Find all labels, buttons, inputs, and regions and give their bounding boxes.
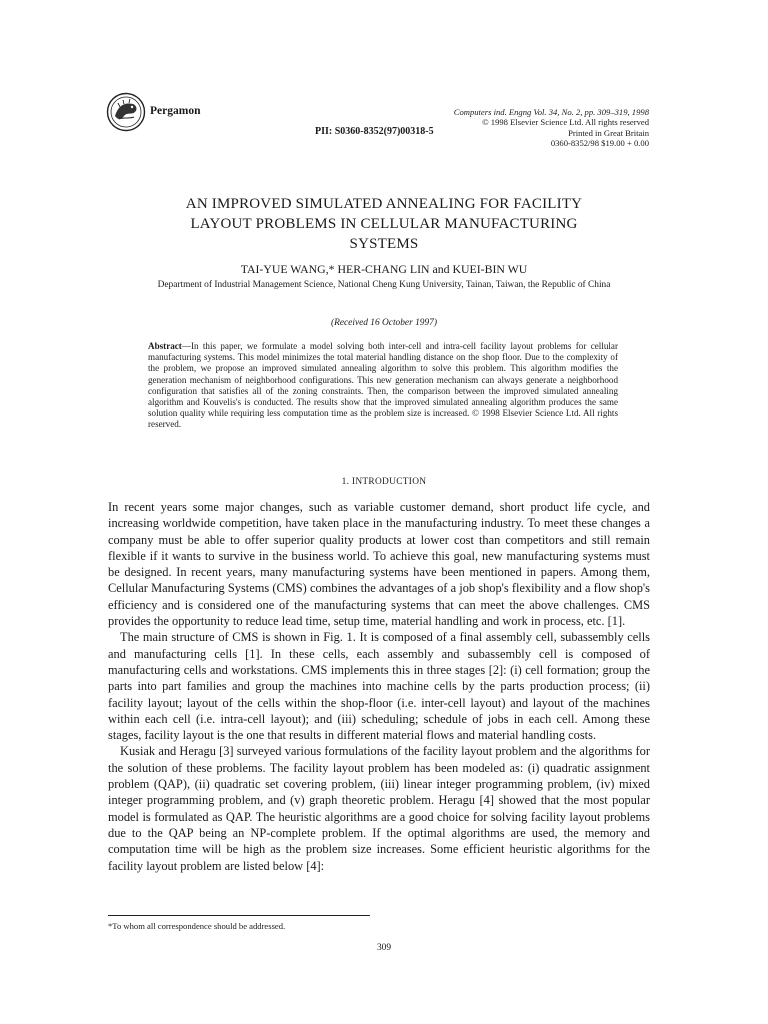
section-heading: 1. INTRODUCTION bbox=[341, 477, 427, 487]
journal-line-1: Computers ind. Engng Vol. 34, No. 2, pp. 309–319, 1998 bbox=[453, 107, 649, 117]
abstract bbox=[148, 341, 618, 431]
footnote: *To whom all correspondence should be addressed. bbox=[108, 921, 286, 931]
paragraph-2: The main structure of CMS is shown in Fig. 1. It is composed of a final assembly cell, subassembly cells and manufacturing cells [1]. In these cells, each assembly and subassembly cell is composed of manufacturing cells and workstations. CMS implements this in three stages [2]: (i) cell formation; group the parts into part families and group the machines into machine cells by the parts production process; (ii) facility layout; layout of the cells within the shop-floor (i.e. inter-cell layout) and layout of the machines within each cell (i.e. intra-cell layout); and (iii) scheduling; schedule of jobs in each cell. Among these stages, facility layout is the one that results in different material flows and material handling costs. bbox=[108, 630, 650, 743]
journal-citation bbox=[454, 107, 649, 149]
page-number: 309 bbox=[376, 943, 392, 953]
pii-identifier: PII: S0360-8352(97)00318-5 bbox=[315, 126, 434, 137]
authors: TAI-YUE WANG,* HER-CHANG LIN and KUEI-BIN WU bbox=[240, 262, 528, 276]
journal-line-3: Printed in Great Britain bbox=[568, 127, 649, 138]
received-date: (Received 16 October 1997) bbox=[331, 318, 437, 328]
body-text bbox=[108, 499, 650, 874]
journal-line-2: © 1998 Elsevier Science Ltd. All rights reserved bbox=[482, 117, 649, 128]
paper-title bbox=[120, 194, 648, 254]
title-line-2: LAYOUT PROBLEMS IN CELLULAR MANUFACTURING bbox=[190, 216, 578, 232]
pergamon-logo-icon bbox=[106, 92, 146, 132]
abstract-text: —In this paper, we formulate a model solving both inter-cell and intra-cell facility layout problems for cellular manufacturing systems. This model minimizes the total material handling distance on the shop floor. Due to the complexity of the problem, we propose an improved simulated annealing algorithm to solve this problem. This algorithm modifies the generation mechanism of neighborhood configurations. This new generation mechanism can always generate a neighborhood configuration that satisfies all of the zoning constraints. Then, the comparison between the improved simulated annealing algorithm and Kouvelis's is conducted. The results show that the improved simulated annealing algorithm produces the same solution quality while requiring less computation time as the problem size is increased. © 1998 Elsevier Science Ltd. All rights reserved. bbox=[148, 341, 618, 430]
footnote-divider bbox=[108, 915, 370, 916]
title-line-1: AN IMPROVED SIMULATED ANNEALING FOR FACILITY bbox=[185, 196, 583, 212]
journal-line-4: 0360-8352/98 $19.00 + 0.00 bbox=[550, 138, 649, 149]
abstract-label: Abstract bbox=[148, 341, 182, 351]
publisher-name: Pergamon bbox=[150, 105, 201, 117]
paragraph-1: In recent years some major changes, such as variable customer demand, short product life cycle, and increasing worldwide competition, have taken place in the manufacturing industry. To meet these changes a company must be able to offer superior quality products at lower cost than competitors and still remain flexible if it wants to survive in the business world. To achieve this goal, new manufacturing systems must be designed. In recent years, many manufacturing systems have been mentioned in papers. Among them, Cellular Manufacturing Systems (CMS) combines the advantages of a job shop's flexibility and a flow shop's efficiency and is considered one of the manufacturing systems that can meet the above challenges. CMS provides the opportunity to reduce lead time, setup time, material handling and work in process, etc. [1]. bbox=[108, 500, 650, 629]
paragraph-3: Kusiak and Heragu [3] surveyed various formulations of the facility layout problem and the algorithms for the solution of these problems. The facility layout problem has been modeled as: (i) quadratic assignment problem (QAP), (ii) quadratic set covering problem, (iii) linear integer programming problem, (iv) mixed integer programming problem, and (v) graph theoretic problem. Heragu [4] showed that the most popular model is formulated as QAP. The heuristic algorithms are a good choice for solving facility layout problems due to the QAP being an NP-complete problem. If the optimal algorithms are used, the memory and computation time will be high as the problem size increases. Some efficient heuristic algorithms for the facility layout problem are listed below [4]: bbox=[108, 744, 650, 873]
affiliation: Department of Industrial Management Science, National Cheng Kung University, Tainan, Taiwan, the Republic of China bbox=[157, 280, 611, 290]
title-line-3: SYSTEMS bbox=[349, 236, 419, 252]
